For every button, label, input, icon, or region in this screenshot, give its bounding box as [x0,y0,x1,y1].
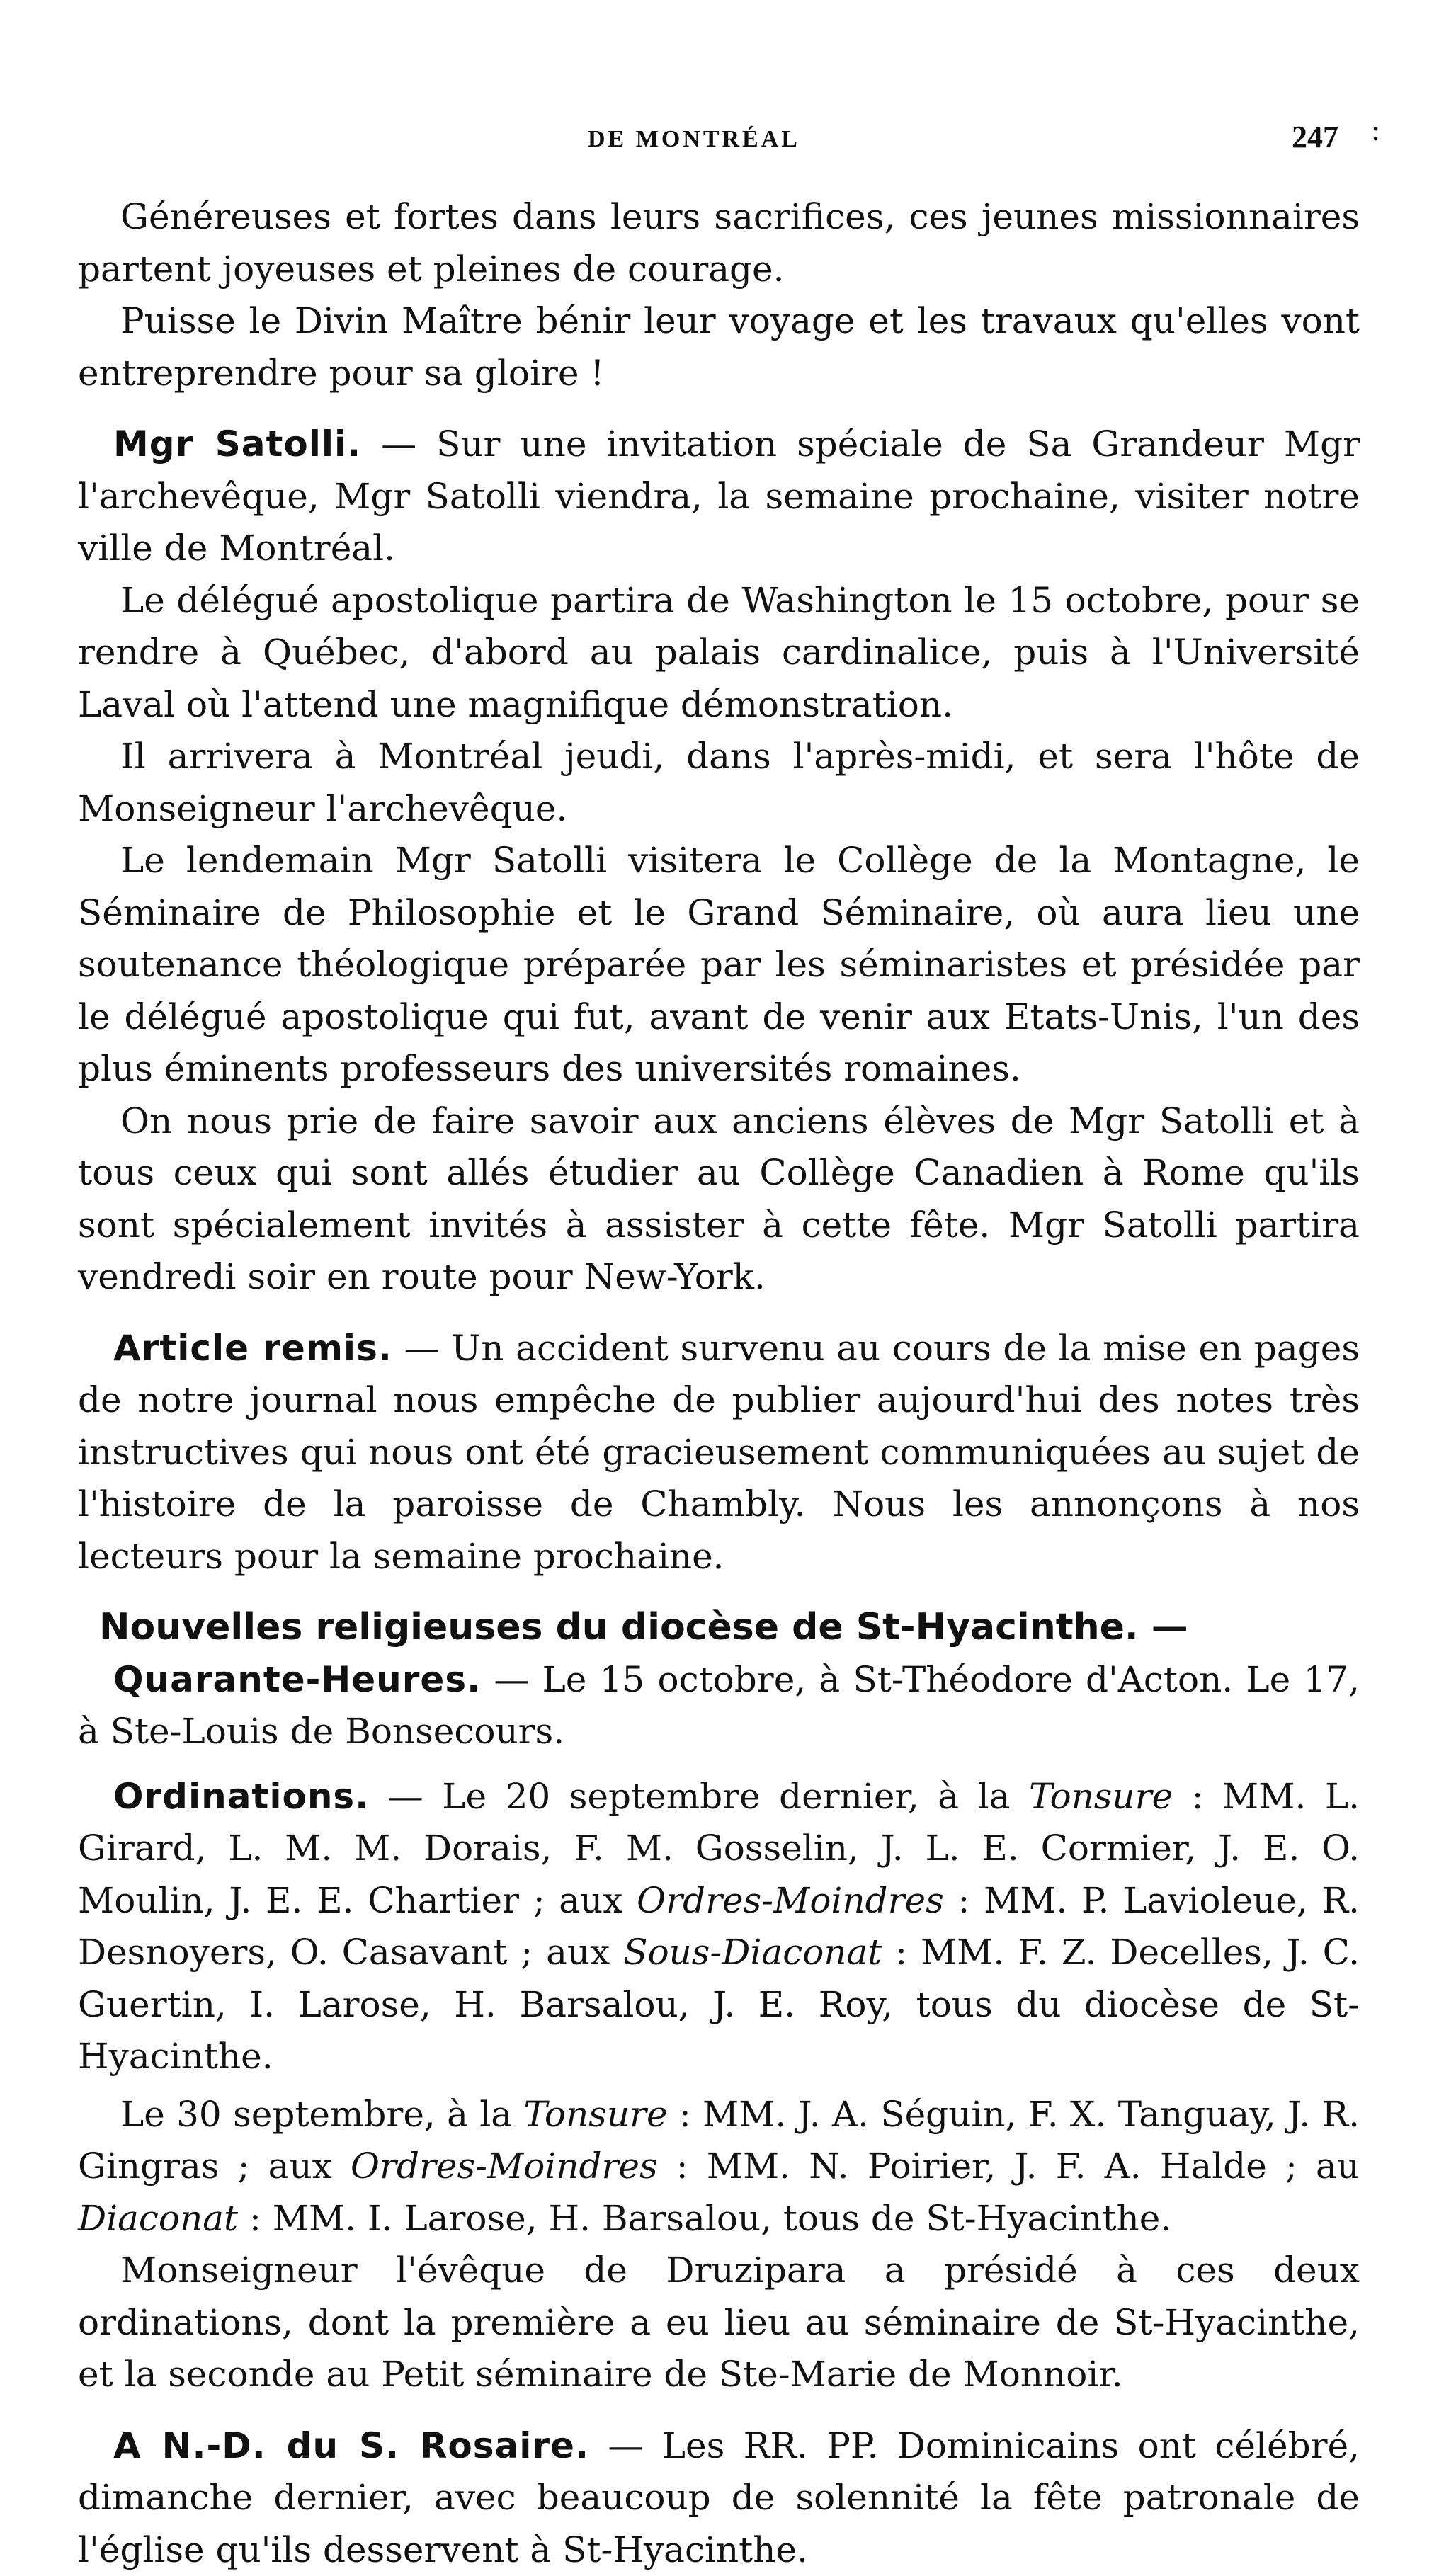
ordinations-text-1: — Le 20 septembre dernier, à la [369,1776,1029,1817]
article-text-remis: — Un accident survenu au cours de la mise en pages de notre journal nous empêche de publier aujourd'hui des notes très instructives qui nous ont été gracieusement communiquées au sujet de l'histoire de la paroisse de Chambly. Nous les annonçons à nos lecteurs pour la semaine prochaine. [78,1328,1360,1577]
paragraph-satolli-alumni: On nous prie de faire savoir aux anciens élèves de Mgr Satolli et à tous ceux qui sont allés étudier au Collège Canadien à Rome qu'ils sont spécialement invités à assister à cette fête. Mgr Satolli partira vendredi soir en route pour New-York. [78,1095,1360,1304]
ordinations-italic-1: Tonsure [1029,1776,1173,1817]
article-text-quarante-heures: — Le 15 octobre, à St-Théodore d'Acton. Le 17, à Ste-Louis de Bonsecours. [78,1659,1360,1753]
paragraph-missionaries: Généreuses et fortes dans leurs sacrifices, ces jeunes missionnaires partent joyeuses et pleines de courage. [78,191,1360,295]
article-ordinations [78,1771,1360,2083]
article-text-rosaire: — Les RR. PP. Dominicains ont célébré, dimanche dernier, avec beaucoup de solennité la fête patronale de l'église qu'ils desservent à St-Hyacinthe. [78,2425,1360,2570]
page-header [78,106,1367,163]
article-remis [78,1323,1360,1583]
ordinations-italic-3: Sous-Diaconat [623,1932,882,1973]
article-text-satolli: — Sur une invitation spéciale de Sa Grandeur Mgr l'archevêque, Mgr Satolli viendra, la semaine prochaine, visiter notre ville de Montréal. [78,423,1360,569]
article-heading-remis: Article remis. [113,1328,392,1369]
page-number: 247 [1292,119,1338,155]
paragraph-satolli-arrival: Il arrivera à Montréal jeudi, dans l'après-midi, et sera l'hôte de Monseigneur l'archevêque. [78,731,1360,835]
ordinations-text-2: : MM. L. Girard, L. M. M. Dorais, F. M. Gosselin, J. L. E. Cormier, J. E. O. Moulin, J. E. E. Chartier ; aux [78,1776,1360,1921]
ordinations-text-3: : MM. P. Lavioleue, R. Desnoyers, O. Casavant ; aux [78,1880,1360,1973]
ordinations-text-4: : MM. F. Z. Decelles, J. C. Guertin, I. Larose, H. Barsalou, J. E. Roy, tous du diocèse de St-Hyacinthe. [78,1932,1360,2077]
ordinations2-text-2: : MM. J. A. Séguin, F. X. Tanguay, J. R. Gingras ; aux [78,2094,1360,2187]
article-rosaire [78,2420,1360,2576]
article-satolli [78,418,1360,575]
paragraph-ordinations-bishop: Monseigneur l'évêque de Druzipara a présidé à ces deux ordinations, dont la première a eu lieu au séminaire de St-Hyacinthe, et la seconde au Petit séminaire de Ste-Marie de Monnoir. [78,2245,1360,2401]
paragraph-ordinations-second [78,2089,1360,2245]
running-title: DE MONTRÉAL [588,126,800,153]
article-heading-ordinations: Ordinations. [113,1776,369,1817]
article-heading-quarante-heures: Quarante-Heures. [113,1659,481,1700]
ordinations2-text-4: : MM. I. Larose, H. Barsalou, tous de St-Hyacinthe. [238,2198,1171,2239]
article-heading-satolli: Mgr Satolli. [113,423,361,465]
page-body [78,191,1360,2576]
ordinations-italic-2: Ordres-Moindres [637,1880,944,1921]
article-heading-rosaire: A N.-D. du S. Rosaire. [113,2425,589,2466]
ordinations2-italic-3: Diaconat [78,2198,238,2239]
section-title: Nouvelles religieuses du diocèse de St-Hyacinthe. — [78,1602,1360,1654]
ordinations2-text-3: : MM. N. Poirier, J. F. A. Halde ; au [658,2145,1360,2187]
ordinations2-text-1: Le 30 septembre, à la [120,2094,523,2135]
paragraph-satolli-visit: Le lendemain Mgr Satolli visitera le Collège de la Montagne, le Séminaire de Philosophie et le Grand Séminaire, où aura lieu une soutenance théologique préparée par les séminaristes et présidée par le délégué apostolique qui fut, avant de venir aux Etats-Unis, l'un des plus éminents professeurs des universités romaines. [78,835,1360,1095]
margin-mark: : [1370,112,1381,148]
paragraph-satolli-departure: Le délégué apostolique partira de Washington le 15 octobre, pour se rendre à Québec, d'abord au palais cardinalice, puis à l'Université Laval où l'attend une magnifique démonstration. [78,575,1360,731]
article-quarante-heures [78,1654,1360,1758]
ordinations2-italic-2: Ordres-Moindres [351,2145,658,2187]
ordinations2-italic-1: Tonsure [523,2094,667,2135]
paragraph-blessing: Puisse le Divin Maître bénir leur voyage et les travaux qu'elles vont entreprendre pour sa gloire ! [78,295,1360,399]
